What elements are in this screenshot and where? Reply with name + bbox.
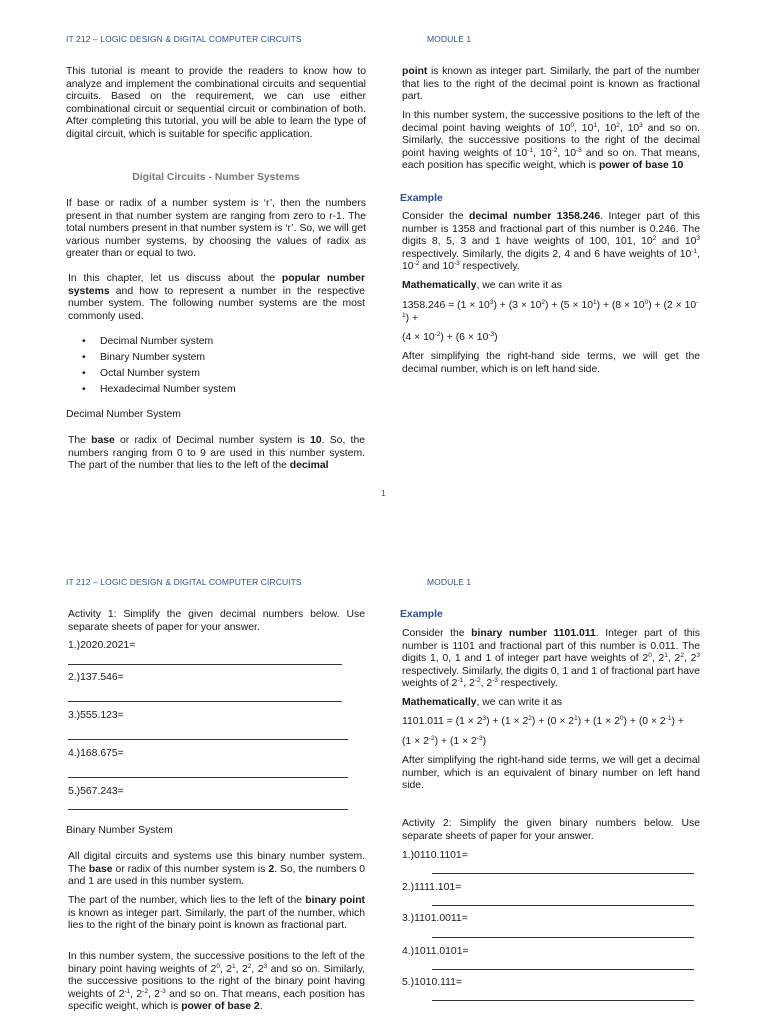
after-paragraph: After simplifying the right-hand side terms, we will get the decimal number, which is on left hand side. [402,351,700,375]
list-item: • Hexadecimal Number system [68,382,358,398]
header-module: MODULE 1 [427,34,472,44]
binary-example-paragraph: Consider the binary number 1101.011. Integer part of this number is 1101 and fractional part of this number is 0.011. The digits 1, 0, 1 and 1 of integer part have weights of $2^0$, $2^1$, $2^2$, $2^3$ respectively. Similarly, the digits 0, 1 and 1 of fractional part have weights of $2^{-1}$, $2^{-2}$, $2^{-3}$ respectively. [402,628,700,690]
equation-line-1: $1358.246 = (1 \times 10^3) + (3 \times 10^2) + (5 \times 10^1) + (8 \times 10^0) + (2 \times 10^{-1})$ + [402,299,699,324]
example-heading: Example [400,609,443,620]
decimal-heading: Decimal Number System [66,409,181,420]
answer-line [432,873,694,874]
math-line: Mathematically, we can write it as [402,280,562,291]
header-title: IT 212 – LOGIC DESIGN & DIGITAL COMPUTER CIRCUITS [66,577,302,587]
math-line: Mathematically, we can write it as [402,697,562,708]
activity-2-item: 2.)1111.101= [402,882,462,893]
binary-paragraph-2: The part of the number, which lies to the left of the binary point is known as integer part. Similarly, the part of the number, which lies to the right of the binary point is known as fractional part. [68,895,365,932]
radix-paragraph: If base or radix of a number system is ‘r’, then the numbers present in that number system are ranging from zero to r-1. The total numbers present in that number system is ‘r’. So, we will get various number systems, by choosing the values of radix as greater than or equal to two. [66,198,366,260]
activity-2-instructions: Activity 2: Simplify the given binary numbers below. Use separate sheets of paper for your answer. [402,818,700,842]
answer-line [68,777,348,778]
equation-line-1: $1101.011 = (1 \times 2^3) + (1 \times 2^2) + (0 \times 2^1) + (1 \times 2^0) + (0 \times 2^{-1})$ + [402,715,684,727]
equation-line-2: $(4 \times 10^{-2}) + (6 \times 10^{-3})$ [402,331,498,343]
activity-2-item: 1.)0110.1101= [402,850,468,861]
decimal-paragraph: The base or radix of Decimal number system is 10. So, the numbers ranging from 0 to 9 are used in this number system. The part of the number that lies to the left of the decimal [68,435,366,472]
activity-1-item: 4.)168.675= [68,748,124,759]
list-item: • Octal Number system [68,366,358,382]
example-heading: Example [400,193,443,204]
list-item: • Decimal Number system [68,334,358,350]
binary-paragraph-1: All digital circuits and systems use this binary number system. The base or radix of this number system is 2. So, the numbers 0 and 1 are used in this number system. [68,851,365,888]
binary-heading: Binary Number System [66,825,173,836]
activity-1-item: 5.)567.243= [68,786,124,797]
answer-line [68,701,342,702]
activity-1-item: 2.)137.546= [68,672,124,683]
activity-1-instructions: Activity 1: Simplify the given decimal numbers below. Use separate sheets of paper for your answer. [68,609,365,633]
answer-line [68,739,348,740]
weights-paragraph: In this number system, the successive positions to the left of the decimal point having weights of $10^0$, $10^1$, $10^2$, $10^3$ and so on. Similarly, the successive positions to the right of the decimal point having weights of $10^{-1}$, $10^{-2}$, $10^{-3}$ and so on. That means, each position has specific weight, which is power of base 10 [402,110,700,172]
answer-line [432,1000,694,1001]
activity-1-item: 1.)2020.2021= [68,640,136,651]
header-title: IT 212 – LOGIC DESIGN & DIGITAL COMPUTER CIRCUITS [66,34,302,44]
answer-line [68,664,342,665]
page-number: 1 [381,488,386,498]
activity-2-item: 4.)1011.0101= [402,946,469,957]
chapter-paragraph: In this chapter, let us discuss about the popular number systems and how to represent a number in the respective number system. The following number systems are the most commonly used. [68,273,365,322]
answer-line [432,937,694,938]
answer-line [68,809,348,810]
list-item: • Binary Number system [68,350,358,366]
intro-paragraph: This tutorial is meant to provide the readers to know how to analyze and implement the combinational circuits and sequential circuits. Based on the requirement, we can use either combinational circuit or sequential circuit or combination of both. After completing this tutorial, you will be able to learn the type of digital circuit, which is suitable for specific application. [66,66,366,140]
binary-paragraph-3: In this number system, the successive positions to the left of the binary point having weights of $2^0$, $2^1$, $2^2$, $2^3$ and so on. Similarly, the successive positions to the right of the binary point having weights of $2^{-1}$, $2^{-2}$, $2^{-3}$ and so on. That means, each position has specific weight, which is power of base 2. [68,951,366,1013]
activity-2-item: 5.)1010.111= [402,977,462,988]
answer-line [432,969,694,970]
decimal-example-paragraph: Consider the decimal number 1358.246. Integer part of this number is 1358 and fractional part of this number is 0.246. The digits 8, 5, 3 and 1 have weights of 100, 101, $10^2$ and $10^3$ respectively. Similarly, the digits 2, 4 and 6 have weights of $10^{-1}$, $10^{-2}$ and $10^{-3}$ respectively. [402,211,701,273]
activity-1-item: 3.)555.123= [68,710,124,721]
answer-line [432,905,694,906]
section-title: Digital Circuits - Number Systems [132,172,300,183]
point-paragraph: point is known as integer part. Similarly, the part of the number that lies to the right of the decimal point is known as fractional part. [402,66,700,103]
equation-line-2: $(1 \times 2^{-2}) + (1 \times 2^{-3})$ [402,735,487,747]
activity-2-item: 3.)1101.0011= [402,913,468,924]
after-paragraph: After simplifying the right-hand side terms, we will get a decimal number, which is an equivalent of binary number on left hand side. [402,755,700,792]
header-module: MODULE 1 [427,577,472,587]
number-system-list [68,334,358,398]
